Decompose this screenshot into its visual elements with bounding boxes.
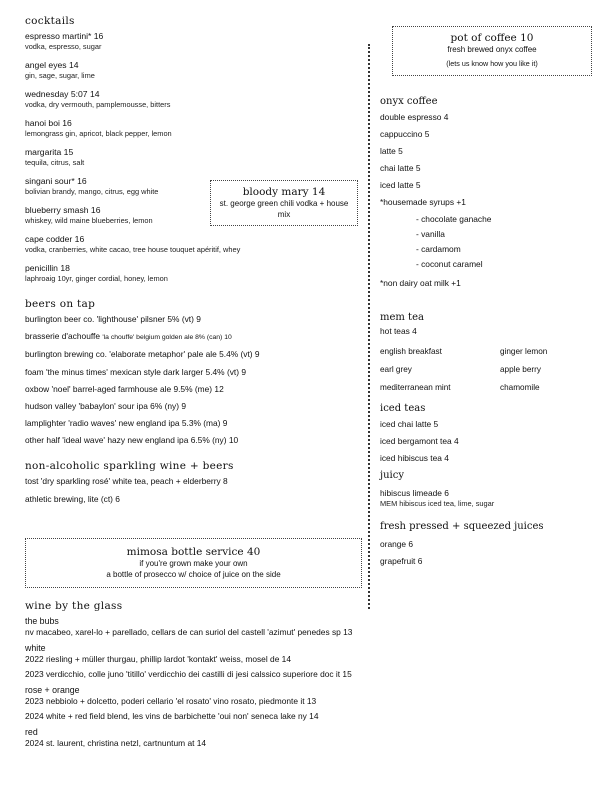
wine-item: 2024 white + red field blend, les vins de barbichette 'oui non' seneca lake ny 14 — [25, 711, 319, 721]
cocktail-name: blueberry smash 16 — [25, 205, 101, 215]
mem-tea-title: mem tea — [380, 312, 424, 323]
beer-item — [25, 331, 365, 343]
coffee-item: double espresso 4 — [380, 112, 449, 122]
right-column — [380, 96, 595, 573]
coffee-item: cappuccino 5 — [380, 129, 430, 139]
coffee-pot-line1: fresh brewed onyx coffee — [447, 45, 537, 54]
beer-item — [25, 314, 365, 325]
beer-name: brasserie d'achouffe — [25, 331, 103, 342]
hot-tea-item: ginger lemon — [500, 347, 548, 356]
beer-name: burlington brewing co. 'elaborate metaphor' pale ale 5.4% (vt) 9 — [25, 349, 260, 360]
wine-group-label: red — [25, 727, 38, 737]
fresh-juices-title: fresh pressed + squeezed juices — [380, 521, 544, 532]
beer-item — [25, 401, 365, 412]
beer-name: burlington beer co. 'lighthouse' pilsner 5% (vt) 9 — [25, 314, 201, 324]
mimosa-box — [25, 538, 362, 588]
beer-item — [25, 418, 365, 429]
iced-tea-item: iced bergamont tea 4 — [380, 436, 459, 446]
beer-item — [25, 349, 365, 360]
beer-name: oxbow 'noel' barrel-aged farmhouse ale 9.5% (me) 12 — [25, 383, 224, 394]
oat-milk: *non dairy oat milk +1 — [380, 278, 461, 288]
non-alcoholic-item: tost 'dry sparkling rosé' white tea, peach + elderberry 8 — [25, 476, 228, 487]
onyx-title: onyx coffee — [380, 96, 438, 107]
cocktails-title: cocktails — [25, 15, 75, 27]
cocktail-item — [25, 234, 365, 255]
beer-list — [25, 314, 365, 446]
wine-group-label: rose + orange — [25, 685, 80, 695]
iced-tea-item: iced hibiscus tea 4 — [380, 453, 449, 463]
coffee-item: iced latte 5 — [380, 180, 421, 190]
coffee-pot-line2: (lets us know how you like it) — [446, 59, 538, 68]
beer-name: hudson valley 'babaylon' sour ipa 6% (ny) 9 — [25, 400, 187, 411]
cocktail-item — [25, 118, 365, 139]
beer-name: other half 'ideal wave' hazy new england ipa 6.5% (ny) 10 — [25, 435, 239, 446]
syrup-item: - cardamom — [416, 244, 461, 254]
cocktail-name: singani sour* 16 — [25, 176, 87, 186]
bloody-mary-title: bloody mary 14 — [242, 186, 326, 198]
hot-tea-item: apple berry — [500, 365, 541, 374]
coffee-item: chai latte 5 — [380, 163, 421, 173]
cocktail-list — [25, 31, 365, 284]
cocktail-desc: vodka, dry vermouth, pamplemousse, bitters — [25, 100, 171, 109]
cocktail-item — [25, 31, 365, 52]
coffee-item: latte 5 — [380, 146, 403, 156]
syrup-item: - coconut caramel — [416, 259, 483, 269]
cocktail-name: angel eyes 14 — [25, 60, 79, 70]
cocktail-desc: laphroaig 10yr, ginger cordial, honey, lemon — [25, 274, 168, 283]
cocktail-name: cape codder 16 — [25, 234, 85, 244]
beer-note: 'la chouffe' belgium golden ale 8% (can) 10 — [102, 334, 232, 342]
hot-tea-item: chamomile — [500, 383, 540, 392]
beer-item — [25, 367, 365, 378]
cocktail-desc: tequila, citrus, salt — [25, 158, 85, 167]
cocktail-item — [25, 89, 365, 110]
wine-item: 2023 nebbiolo + dolcetto, poderi cellario 'el rosato' vino rosato, piedmonte it 13 — [25, 696, 317, 706]
iced-teas-title: iced teas — [380, 403, 426, 414]
hot-tea-grid — [380, 346, 595, 393]
non-alcoholic-item: athletic brewing, lite (ct) 6 — [25, 493, 120, 504]
cocktail-desc: whiskey, wild maine blueberries, lemon — [25, 216, 153, 225]
fresh-juice-item: orange 6 — [380, 539, 414, 549]
column-divider — [368, 44, 370, 609]
wine-groups — [25, 615, 605, 749]
cocktail-desc: vodka, espresso, sugar — [25, 42, 102, 51]
mimosa-line1: if you're grown make your own — [139, 559, 248, 568]
cocktail-desc: gin, sage, sugar, lime — [25, 71, 95, 80]
cocktail-name: wednesday 5:07 14 — [25, 89, 100, 99]
hot-tea-item: english breakfast — [380, 347, 442, 356]
juicy-title: juicy — [380, 470, 404, 481]
cocktail-item — [25, 147, 365, 168]
hot-teas-title: hot teas 4 — [380, 326, 417, 336]
coffee-pot-title: pot of coffee 10 — [450, 32, 534, 44]
non-alcoholic-list — [25, 476, 365, 504]
wine-item: 2024 st. laurent, christina netzl, cartnuntum at 14 — [25, 738, 207, 748]
mimosa-title: mimosa bottle service 40 — [126, 546, 261, 558]
bloody-mary-box — [210, 180, 358, 226]
cocktail-item — [25, 263, 365, 284]
wine-title: wine by the glass — [25, 600, 123, 612]
beers-title: beers on tap — [25, 298, 96, 310]
wine-item: 2022 riesling + müller thurgau, phillip lardot 'kontakt' weiss, mosel de 14 — [25, 654, 291, 664]
coffee-pot-box — [392, 26, 592, 76]
juicy-name: hibiscus limeade 6 — [380, 488, 449, 498]
wine-item: nv macabeo, xarel-lo + parellado, cellars de can suriol del castell 'azimut' penedes sp 13 — [25, 627, 353, 637]
cocktail-desc: bolivian brandy, mango, citrus, egg white — [25, 187, 159, 196]
beer-item — [25, 435, 365, 446]
left-column — [25, 15, 365, 511]
fresh-juice-list — [380, 539, 595, 567]
hot-tea-item: earl grey — [380, 365, 412, 374]
cocktail-name: hanoi boi 16 — [25, 118, 72, 128]
cocktail-item — [25, 60, 365, 81]
wine-group-label: the bubs — [25, 616, 59, 626]
cocktail-name: espresso martini* 16 — [25, 31, 104, 41]
cocktail-desc: lemongrass gin, apricot, black pepper, lemon — [25, 129, 172, 138]
cocktail-name: penicillin 18 — [25, 263, 70, 273]
syrup-list — [380, 214, 595, 270]
mimosa-line2: a bottle of prosecco w/ choice of juice on the side — [106, 570, 281, 579]
wine-group-label: white — [25, 643, 46, 653]
hot-tea-item: mediterranean mint — [380, 383, 451, 392]
cocktail-desc: vodka, cranberries, white cacao, tree house touquet apéritif, whey — [25, 245, 241, 254]
syrup-item: - chocolate ganache — [416, 214, 492, 224]
wine-section — [25, 600, 605, 753]
onyx-list — [380, 112, 595, 191]
beer-item — [25, 384, 365, 395]
syrups-title: *housemade syrups +1 — [380, 197, 466, 207]
iced-tea-item: iced chai latte 5 — [380, 419, 439, 429]
bloody-mary-desc: st. george green chili vodka + house mix — [219, 199, 349, 219]
iced-tea-list — [380, 419, 595, 464]
wine-item: 2023 verdicchio, colle juno 'titillo' verdicchio dei castilli di jesi calssico superiore doc it 15 — [25, 669, 352, 679]
syrup-item: - vanilla — [416, 229, 445, 239]
fresh-juice-item: grapefruit 6 — [380, 556, 423, 566]
beer-name: lamplighter 'radio waves' new england ipa 5.3% (ma) 9 — [25, 418, 228, 429]
non-alcoholic-title: non-alcoholic sparkling wine + beers — [25, 460, 234, 473]
cocktail-name: margarita 15 — [25, 147, 74, 157]
juicy-desc: MEM hibiscus iced tea, lime, sugar — [380, 499, 495, 508]
beer-name: foam 'the minus times' mexican style dark larger 5.4% (vt) 9 — [25, 366, 247, 377]
